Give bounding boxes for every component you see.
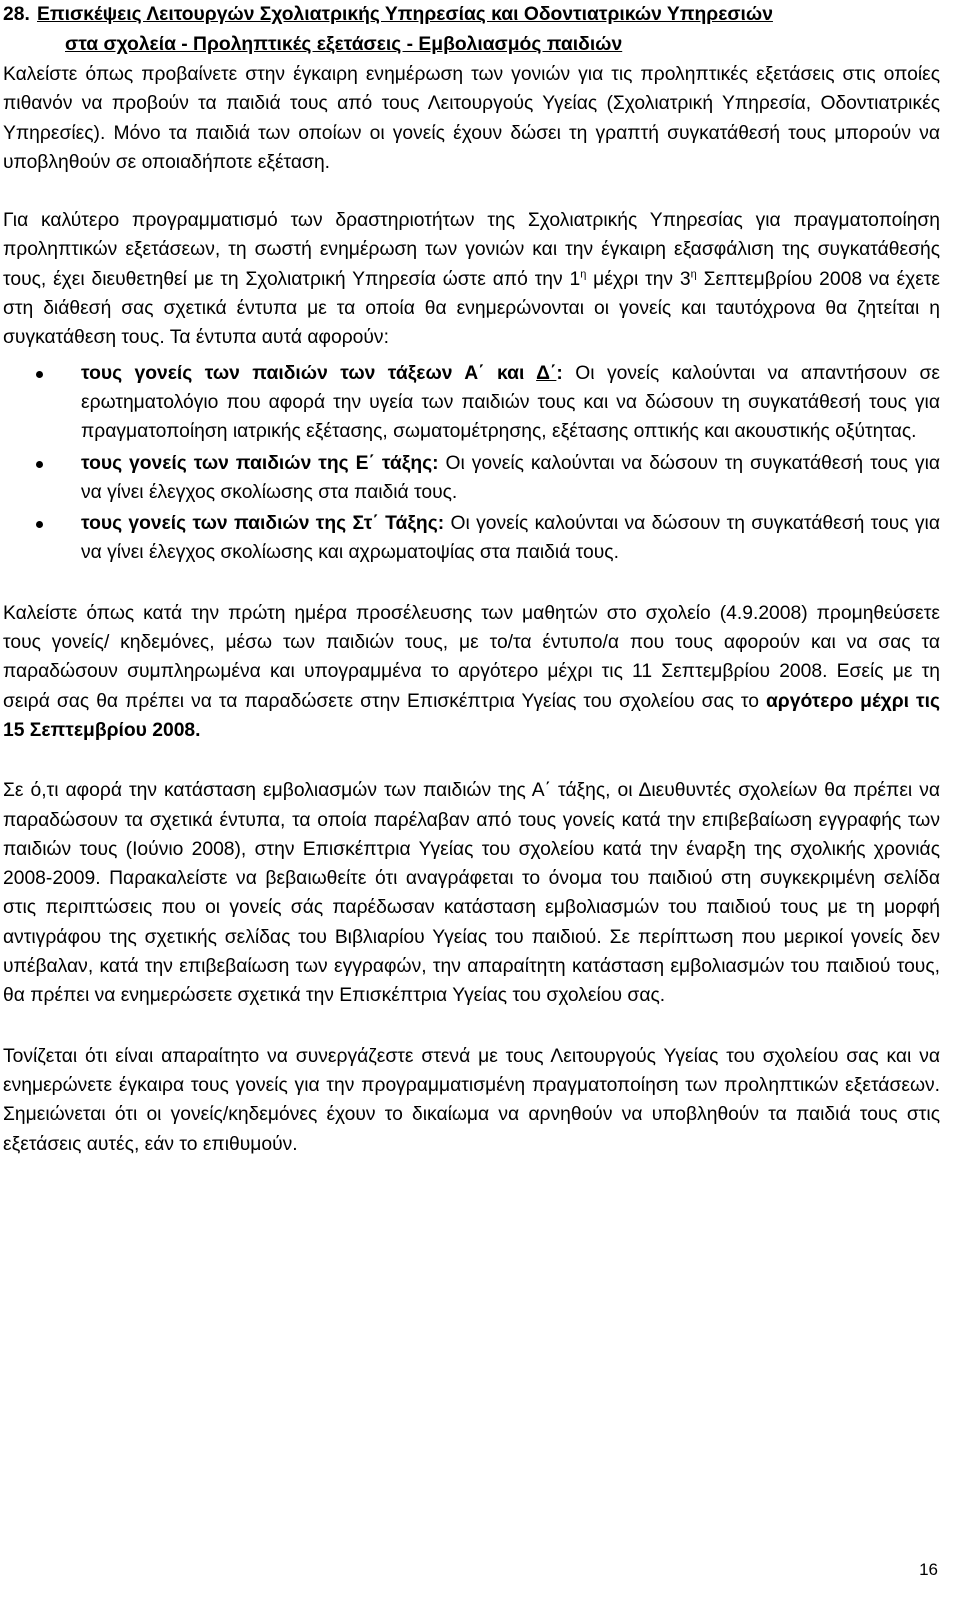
list-item-bold: τους γονείς των παιδιών της Στ΄ Τάξης: (81, 513, 445, 535)
paragraph-forms-part1: Για καλύτερο προγραμματισμό των δραστηριοτήτων της Σχολιατρικής Υπηρεσίας για πραγματοποίηση προληπτικών εξετάσεων, τη σωστή ενημέρωση των γονιών και την έγκαιρη εξασφάλιση της συγκατάθεσής τους, έχει διευθετηθεί με τη Σχολιατρική Υπηρεσία ώστε από την 1 (3, 210, 940, 290)
list-item-text: Οι γονείς καλούνται να απαντήσουν σε ερωτηματολόγιο που αφορά την υγεία των παιδιών τους και να δώσουν τη συγκατάθεσή τους για πραγματοποίηση ιατρικής εξέτασης, σωματομέτρησης, εξέτασης οπτικής και ακουστικής οξύτητας. (81, 362, 940, 443)
list-item (3, 449, 940, 508)
bullet-icon (36, 461, 43, 468)
section-number: 28. (3, 4, 30, 25)
paragraph-forms-part3: Σεπτεμβρίου 2008 να έχετε στη διάθεσή σας σχετικά έντυπα με τα οποία θα ενημερώνονται οι γονείς και ταυτόχρονα θα ζητείται η συγκατάθεση τους. Τα έντυπα αυτά αφορούν: (3, 268, 941, 349)
list-item (3, 509, 940, 568)
list-item-bold: τους γονείς των παιδιών της Ε΄ τάξης: (81, 452, 439, 474)
superscript-2: η (690, 268, 697, 281)
document-body (3, 0, 940, 1159)
paragraph-forms-part2: μέχρι την 3 (586, 268, 691, 290)
list-item-bold-tail: : (556, 362, 563, 384)
list-item-bold: τους γονείς των παιδιών των τάξεων Α΄ και (81, 362, 537, 384)
forms-list (3, 359, 940, 568)
section-heading-line2 (3, 30, 940, 60)
list-item-text: Οι γονείς καλούνται να δώσουν τη συγκατάθεσή τους για να γίνει έλεγχος σκολίωσης στα παιδιά τους. (81, 452, 940, 503)
paragraph-deadline-text: Καλείστε όπως κατά την πρώτη ημέρα προσέλευσης των μαθητών στο σχολείο (4.9.2008) προμηθεύσετε τους γονείς/ κηδεμόνες, μέσω των παιδιών τους, με το/τα έντυπο/α που τους αφορούν και να σας τα παραδώσουν συμπληρωμένα και υπογραμμένα το αργότερο μέχρι τις 11 Σεπτεμβρίου 2008. Εσείς με τη σειρά σας θα πρέπει να τα παραδώσετε στην Επισκέπτρια Υγείας του σχολείου σας το (3, 602, 940, 712)
paragraph-vaccinations: Σε ό,τι αφορά την κατάσταση εμβολιασμών των παιδιών της Α΄ τάξης, οι Διευθυντές σχολείων θα πρέπει να παραδώσουν τα σχετικά έντυπα, τα οποία παρέλαβαν από τους γονείς κατά την επιβεβαίωση εγγραφής των παιδιών τους (Ιούνιο 2008), στην Επισκέπτρια Υγείας του σχολείου κατά την έναρξη της σχολικής χρονιάς 2008-2009. Παρακαλείστε να βεβαιωθείτε ότι αναγράφεται το όνομα του παιδιού στη συγκεκριμένη σελίδα στις περιπτώσεις που οι γονείς σάς παρέδωσαν κατάσταση εμβολιασμών του παιδιού τους με τη μορφή αντιγράφου της σχετικής σελίδας του Βιβλιαρίου Υγείας του παιδιού. Σε περίπτωση που μερικοί γονείς δεν υπέβαλαν, κατά την επιβεβαίωση των εγγραφών, την απαραίτητη κατάσταση εμβολιασμών του παιδιού τους, θα πρέπει να ενημερώσετε σχετικά την Επισκέπτρια Υγείας του σχολείου σας. (3, 780, 940, 1007)
list-item-bold-underlined: Δ΄ (536, 362, 557, 384)
section-title-line1: Επισκέψεις Λειτουργών Σχολιατρικής Υπηρεσίας και Οδοντιατρικών Υπηρεσιών (37, 4, 773, 25)
bullet-icon (36, 371, 43, 378)
paragraph-intro: Καλείστε όπως προβαίνετε στην έγκαιρη ενημέρωση των γονιών για τις προληπτικές εξετάσεις στις οποίες πιθανόν να προβούν τα παιδιά τους από τους Λειτουργούς Υγείας (Σχολιατρική Υπηρεσία, Οδοντιατρικές Υπηρεσίες). Μόνο τα παιδιά των οποίων οι γονείς έχουν δώσει τη γραπτή συγκατάθεσή τους μπορούν να υποβληθούν σε οποιαδήποτε εξέταση. (3, 64, 940, 173)
superscript-1: η (580, 268, 587, 281)
list-item-text: Οι γονείς καλούνται να δώσουν τη συγκατάθεσή τους για να γίνει έλεγχος σκολίωσης και αχρωματοψίας στα παιδιά τους. (81, 513, 940, 564)
paragraph-deadline (3, 599, 940, 745)
list-item (3, 359, 940, 447)
page-number: 16 (919, 1560, 938, 1579)
paragraph-forms (3, 206, 940, 352)
paragraph-deadline-bold: αργότερο μέχρι τις 15 Σεπτεμβρίου 2008. (3, 690, 940, 741)
section-title-line2: στα σχολεία - Προληπτικές εξετάσεις - Εμβολιασμός παιδιών (65, 34, 623, 55)
paragraph-cooperation: Τονίζεται ότι είναι απαραίτητο να συνεργάζεστε στενά με τους Λειτουργούς Υγείας του σχολείου σας και να ενημερώνετε έγκαιρα τους γονείς για την προγραμματισμένη πραγματοποίηση των προληπτικών εξετάσεων. Σημειώνεται ότι οι γονείς/κηδεμόνες έχουν το δικαίωμα να αρνηθούν να υποβληθούν τα παιδιά τους στις εξετάσεις αυτές, εάν το επιθυμούν. (3, 1045, 940, 1155)
bullet-icon (36, 521, 43, 528)
section-heading (3, 0, 940, 30)
